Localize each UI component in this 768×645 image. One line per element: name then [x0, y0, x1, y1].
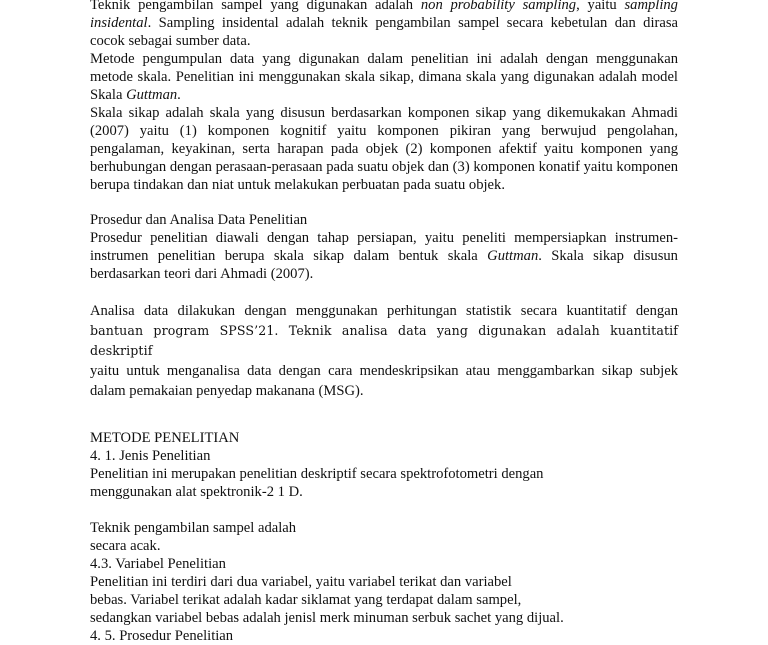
paragraph-line: yaitu untuk menganalisa data dengan cara mendeskripsikan atau menggambarkan sikap subjek [90, 363, 678, 379]
paragraph-analisa [90, 301, 678, 401]
paragraph-sampling [90, 0, 678, 50]
metode-heading: METODE PENELITIAN [90, 430, 240, 446]
subheading-prosedur-cut: 4. 5. Prosedur Penelitian [90, 628, 234, 644]
paragraph-line: cocok sebagai sumber data. [90, 33, 251, 49]
paragraph-line: bantuan program SPSS’21. Teknik analisa data yang digunakan adalah kuantitatif deskriptif [90, 323, 678, 358]
section-heading-prosedur: Prosedur dan Analisa Data Penelitian [90, 212, 308, 228]
paragraph-line: secara acak. [90, 538, 161, 554]
paragraph-line: Penelitian ini terdiri dari dua variabel, yaitu variabel terikat dan variabel [90, 574, 512, 590]
paragraph-line: menggunakan alat spektronik-2 1 D. [90, 484, 303, 500]
paragraph-skala-sikap: Skala sikap adalah skala yang disusun berdasarkan komponen sikap yang dikemukakan Ahmadi (2007) yaitu (1) komponen kognitif yaitu komponen pikiran yang berwujud pengolahan, pengalaman, keyakinan, serta harapan pada objek (2) komponen afektif yaitu komponen yang berhubungan dengan perasaan-perasaan pada suatu objek dan (3) komponen konatif yaitu komponen berupa tindakan dan niat untuk melakukan perbuatan pada suatu objek. [90, 105, 679, 193]
paragraph-metode-pengumpulan: Metode pengumpulan data yang digunakan dalam penelitian ini adalah dengan menggunakan metode skala. Penelitian ini menggunakan skala sikap, dimana skala yang digunakan adalah model Skala Guttman. [90, 51, 678, 103]
subheading-jenis: 4. 1. Jenis Penelitian [90, 448, 211, 464]
paragraph-line: dalam pemakaian penyedap makanana (MSG). [90, 383, 364, 399]
blank-line [90, 501, 678, 519]
paragraph-line: sedangkan variabel bebas adalah jenisl merk minuman serbuk sachet yang dijual. [90, 610, 564, 626]
paragraph-line: Teknik pengambilan sampel yang digunakan adalah non probability sampling, yaitu sampling [90, 0, 678, 13]
paragraph-line: Penelitian ini merupakan penelitian deskriptif secara spektrofotometri dengan [90, 466, 544, 482]
paragraph-prosedur: Prosedur penelitian diawali dengan tahap persiapan, yaitu peneliti mempersiapkan instrumen-instrumen penelitian berupa skala sikap dalam bentuk skala Guttman. Skala sikap disusun berdasarkan teori dari Ahmadi (2007). [90, 230, 678, 282]
subheading-variabel: 4.3. Variabel Penelitian [90, 556, 226, 572]
metode-section [90, 429, 678, 645]
paragraph-line: Analisa data dilakukan dengan menggunakan perhitungan statistik secara kuantitatif dengan [90, 303, 678, 319]
paragraph-line: Teknik pengambilan sampel adalah [90, 520, 297, 536]
paragraph-line: insidental. Sampling insidental adalah teknik pengambilan sampel secara kebetulan dan dirasa [90, 15, 678, 31]
paragraph-line: bebas. Variabel terikat adalah kadar siklamat yang terdapat dalam sampel, [90, 592, 522, 608]
